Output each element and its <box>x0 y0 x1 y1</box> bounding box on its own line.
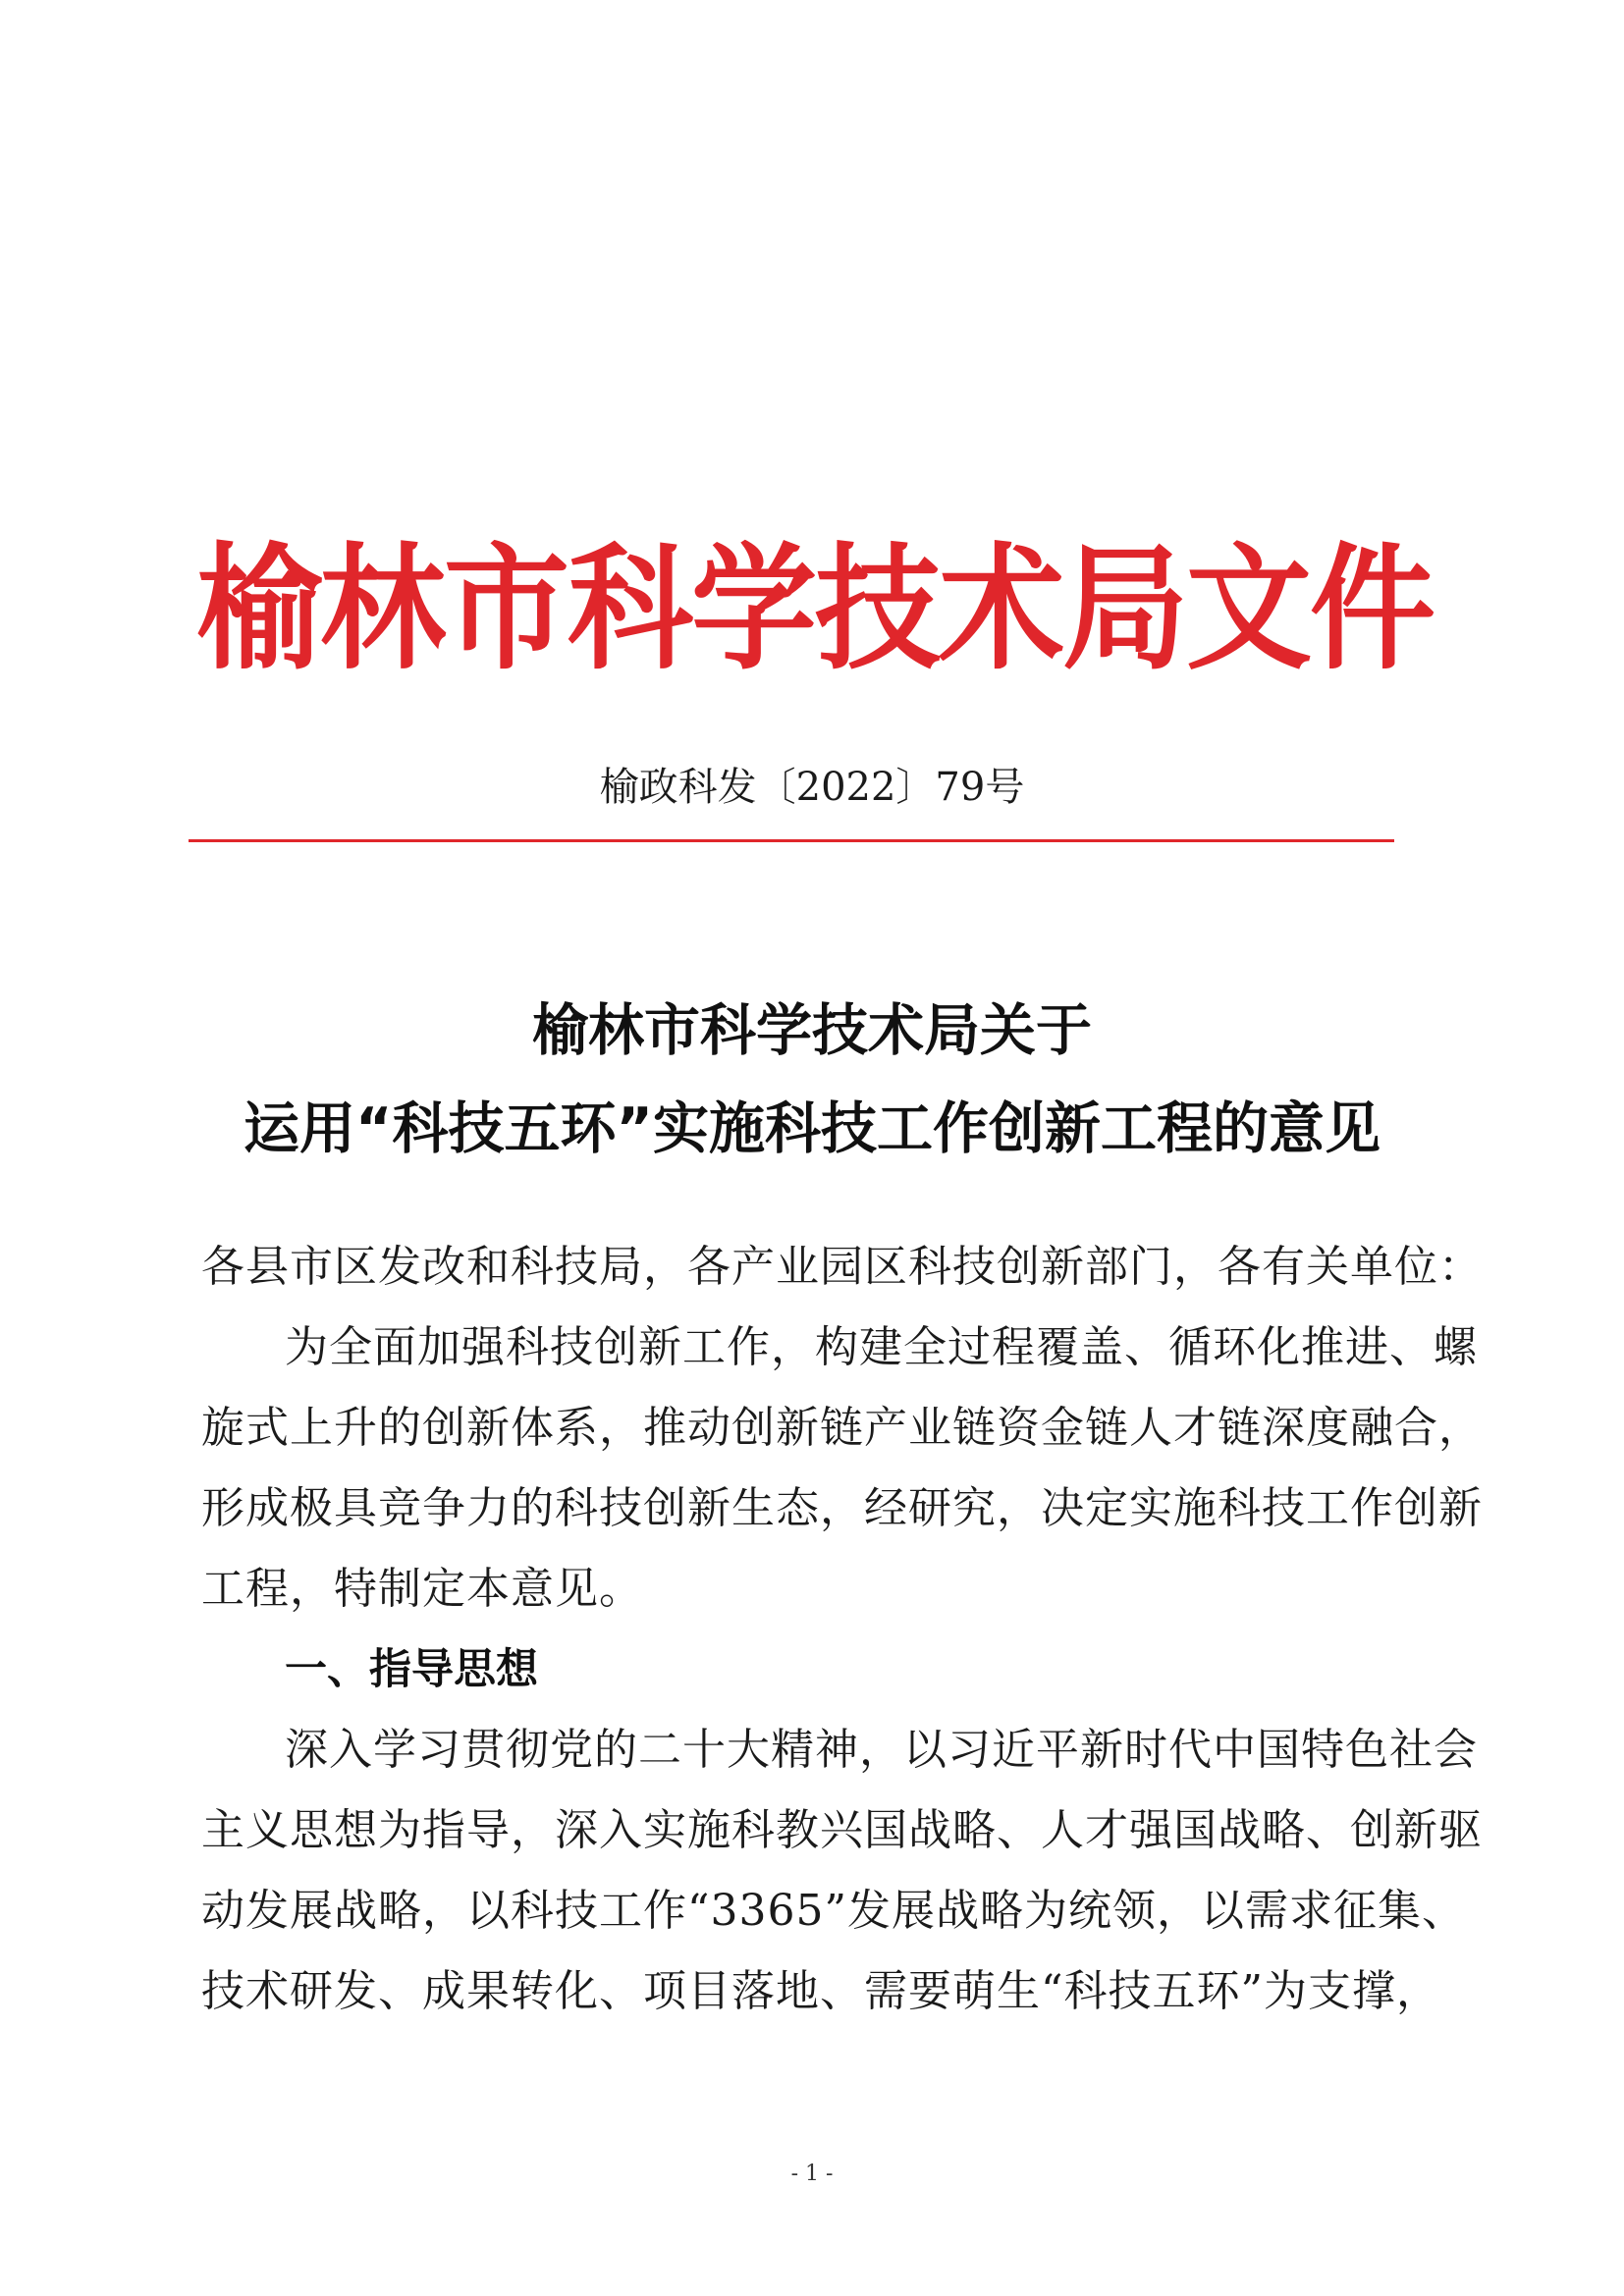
paragraph-1-line-2: 旋式上升的创新体系，推动创新链产业链资金链人才链深度融合， <box>201 1403 1483 1453</box>
section-1-line-3: 动发展战略，以科技工作“3365”发展战略为统领，以需求征集、 <box>201 1886 1466 1936</box>
section-1-heading: 一、指导思想 <box>285 1645 538 1694</box>
document-number: 榆政科发〔2022〕79号 <box>599 765 1025 810</box>
red-divider-rule <box>189 839 1394 842</box>
page-number: - 1 - <box>790 2162 834 2186</box>
document-title-line-2: 运用“科技五环”实施科技工作创新工程的意见 <box>244 1096 1380 1161</box>
paragraph-1-line-4: 工程，特制定本意见。 <box>201 1564 643 1614</box>
document-title-line-1: 榆林市科学技术局关于 <box>532 998 1092 1063</box>
addressee-line: 各县市区发改和科技局，各产业园区科技创新部门，各有关单位： <box>201 1242 1483 1292</box>
paragraph-1-line-3: 形成极具竞争力的科技创新生态，经研究，决定实施科技工作创新 <box>201 1483 1483 1533</box>
document-masthead: 榆林市科学技术局文件 <box>196 530 1435 689</box>
section-1-line-1: 深入学习贯彻党的二十大精神，以习近平新时代中国特色社会 <box>285 1725 1478 1775</box>
section-1-line-4: 技术研发、成果转化、项目落地、需要萌生“科技五环”为支撑， <box>201 1966 1440 2016</box>
paragraph-1-line-1: 为全面加强科技创新工作，构建全过程覆盖、循环化推进、螺 <box>285 1322 1478 1372</box>
section-1-line-2: 主义思想为指导，深入实施科教兴国战略、人才强国战略、创新驱 <box>201 1805 1483 1855</box>
